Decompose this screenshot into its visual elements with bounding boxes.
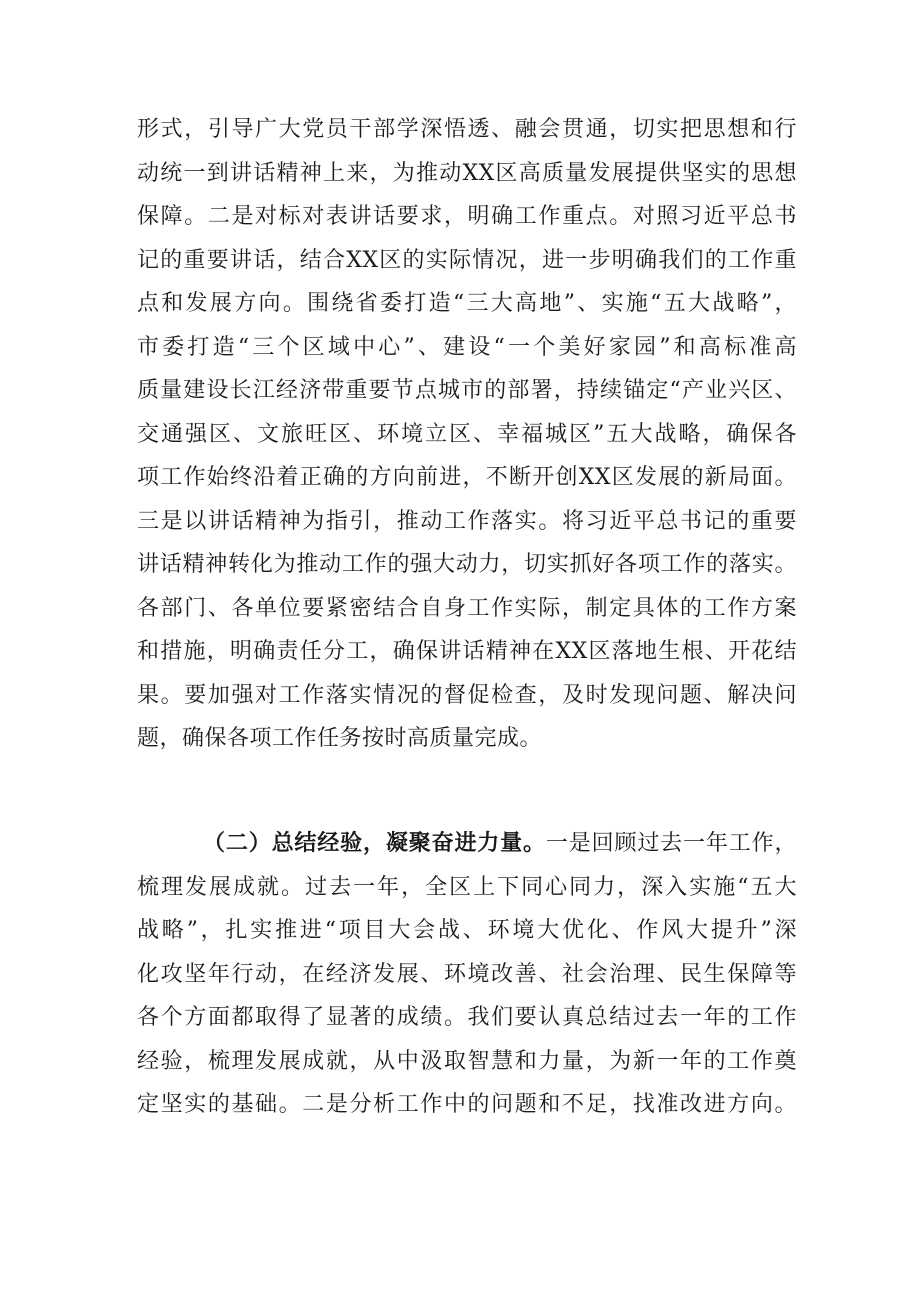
text-line: 果。要加强对工作落实情况的督促检查，及时发现问题、解决问 <box>137 682 797 708</box>
section-heading-continuation: 一是回顾过去一年工作， <box>545 831 797 856</box>
text-line: 和措施，明确责任分工，确保讲话精神在XX区落地生根、开花结 <box>137 639 797 664</box>
text-line: 点和发展方向。围绕省委打造“三大高地”、实施“五大战略”， <box>137 291 797 316</box>
text-line: 市委打造“三个区域中心”、建设“一个美好家园”和高标准高 <box>137 334 797 360</box>
text-line: 各部门、各单位要紧密结合自身工作实际，制定具体的工作方案 <box>137 595 797 621</box>
text-line: 经验，梳理发展成就，从中汲取智慧和力量，为新一年的工作奠 <box>137 1048 797 1074</box>
text-line: 题，确保各项工作任务按时高质量完成。 <box>137 726 543 751</box>
body-paragraph-2 <box>137 822 797 1127</box>
text-line: 交通强区、文旅旺区、环境立区、幸福城区”五大战略，确保各 <box>137 421 797 447</box>
text-line: 保障。二是对标对表讲话要求，明确工作重点。对照习近平总书 <box>137 204 797 229</box>
text-line: 定坚实的基础。二是分析工作中的问题和不足，找准改进方向。 <box>137 1092 797 1117</box>
text-line: 动统一到讲话精神上来，为推动XX区高质量发展提供坚实的思想 <box>137 160 797 186</box>
text-line: 各个方面都取得了显著的成绩。我们要认真总结过去一年的工作 <box>137 1005 797 1030</box>
text-line: 形式，引导广大党员干部学深悟透、融会贯通，切实把思想和行 <box>137 117 797 142</box>
text-line: 梳理发展成就。过去一年，全区上下同心同力，深入实施“五大 <box>137 874 797 900</box>
text-line: 战略”，扎实推进“项目大会战、环境大优化、作风大提升”深 <box>137 918 797 943</box>
text-line: 记的重要讲话，结合XX区的实际情况，进一步明确我们的工作重 <box>137 247 797 273</box>
body-paragraph-1 <box>137 108 797 761</box>
text-line: 化攻坚年行动，在经济发展、环境改善、社会治理、民生保障等 <box>137 961 797 987</box>
section-first-line <box>137 822 797 866</box>
text-line: 质量建设长江经济带重要节点城市的部署，持续锚定“产业兴区、 <box>137 378 797 403</box>
text-line: 讲话精神转化为推动工作的强大动力，切实抓好各项工作的落实。 <box>137 552 797 577</box>
text-line: 项工作始终沿着正确的方向前进，不断开创XX区发展的新局面。 <box>137 465 797 490</box>
text-line: 三是以讲话精神为指引，推动工作落实。将习近平总书记的重要 <box>137 508 797 534</box>
section-heading: （二）总结经验，凝聚奋进力量。 <box>203 830 546 856</box>
